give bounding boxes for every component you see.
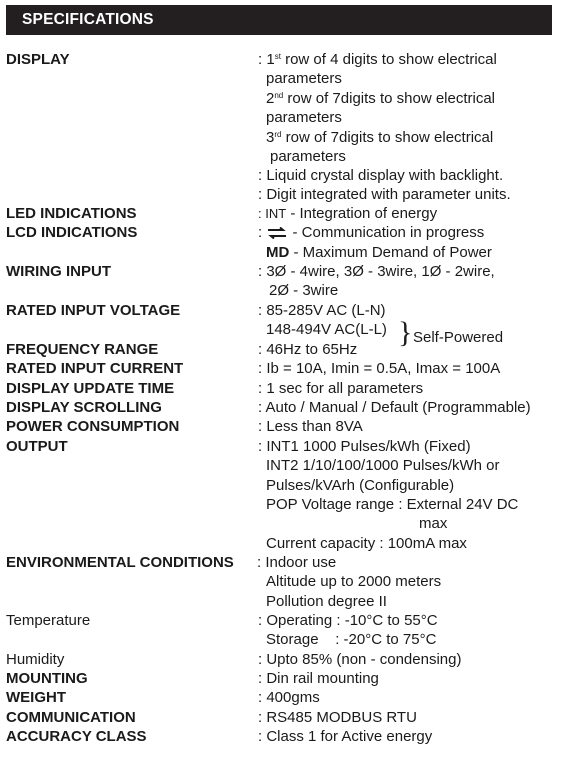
self-powered-note: Self-Powered (413, 329, 504, 346)
section-title: SPECIFICATIONS (22, 11, 154, 28)
lcd-comm (258, 224, 484, 241)
display-row2 (266, 90, 495, 107)
display-row3-cont: parameters (270, 148, 346, 165)
display-row3-post: row of 7digits to show electrical (281, 129, 494, 146)
section-header (6, 5, 552, 35)
accuracy-value: : Class 1 for Active energy (258, 728, 433, 745)
mounting-value: : Din rail mounting (258, 670, 379, 687)
label-lcd: LCD INDICATIONS (6, 224, 138, 241)
output-line6: Current capacity : 100mA max (266, 535, 467, 552)
lcd-md-text: - Maximum Demand of Power (289, 244, 492, 261)
lcd-comm-text: - Communication in progress (288, 224, 485, 241)
display-lcd-line: : Liquid crystal display with backlight. (258, 167, 504, 184)
brace: } (398, 316, 413, 349)
lcd-md (266, 244, 492, 261)
display-row2-post: row of 7digits to show electrical (283, 90, 496, 107)
led-text: - Integration of energy (286, 205, 438, 222)
label-humidity: Humidity (6, 651, 65, 668)
environment-line1: : Indoor use (257, 554, 337, 571)
label-environment: ENVIRONMENTAL CONDITIONS (6, 554, 234, 571)
label-rated-current: RATED INPUT CURRENT (6, 360, 184, 377)
display-row1-pre: : 1 (258, 51, 275, 68)
output-line4: POP Voltage range : External 24V DC (266, 496, 519, 513)
environment-line2: Altitude up to 2000 meters (266, 573, 442, 590)
display-row1 (258, 51, 497, 68)
scrolling-value: : Auto / Manual / Default (Programmable) (258, 399, 531, 416)
label-mounting: MOUNTING (6, 670, 88, 687)
wiring-line2: 2Ø - 3wire (269, 282, 339, 299)
display-row1-sup: st (274, 52, 281, 61)
label-communication: COMMUNICATION (6, 709, 136, 726)
label-scrolling: DISPLAY SCROLLING (6, 399, 162, 416)
display-row3 (266, 129, 493, 146)
led-value (258, 205, 437, 222)
display-digit-line: : Digit integrated with parameter units. (258, 186, 511, 203)
label-frequency: FREQUENCY RANGE (6, 341, 159, 358)
power-value: : Less than 8VA (258, 418, 363, 435)
label-weight: WEIGHT (6, 689, 66, 706)
label-output: OUTPUT (6, 438, 68, 455)
output-line3: Pulses/kVArh (Configurable) (266, 477, 455, 494)
temperature-line1: : Operating : -10°C to 55°C (258, 612, 438, 629)
lcd-prefix: : (258, 224, 267, 241)
label-rated-voltage: RATED INPUT VOLTAGE (6, 302, 181, 319)
output-line2: INT2 1/10/100/1000 Pulses/kWh or (266, 457, 500, 474)
display-row3-sup: rd (274, 130, 282, 139)
display-row2-sup: nd (274, 91, 284, 100)
led-prefix: : INT (258, 206, 287, 221)
rated-current-value: : Ib = 10A, Imin = 0.5A, Imax = 100A (258, 360, 501, 377)
display-row1-cont: parameters (266, 70, 342, 87)
display-row1-post: row of 4 digits to show electrical (280, 51, 497, 68)
output-line1: : INT1 1000 Pulses/kWh (Fixed) (258, 438, 471, 455)
display-row2-cont: parameters (266, 109, 342, 126)
wiring-line1: : 3Ø - 4wire, 3Ø - 3wire, 1Ø - 2wire, (258, 263, 495, 280)
update-time-value: : 1 sec for all parameters (258, 380, 424, 397)
weight-value: : 400gms (258, 689, 320, 706)
environment-line3: Pollution degree II (266, 593, 387, 610)
label-display: DISPLAY (6, 51, 70, 68)
rated-voltage-line1: : 85-285V AC (L-N) (258, 302, 386, 319)
label-power: POWER CONSUMPTION (6, 418, 180, 435)
label-wiring: WIRING INPUT (6, 263, 111, 280)
label-update-time: DISPLAY UPDATE TIME (6, 380, 175, 397)
lcd-md-label: MD (266, 244, 290, 261)
humidity-value: : Upto 85% (non - condensing) (258, 651, 462, 668)
display-row2-pre: 2 (266, 90, 275, 107)
rated-voltage-line2: 148-494V AC(L-L) (266, 321, 387, 338)
frequency-value: : 46Hz to 65Hz (258, 341, 358, 358)
temperature-line2: Storage : -20°C to 75°C (266, 631, 437, 648)
double-arrow-icon (266, 227, 288, 239)
communication-value: : RS485 MODBUS RTU (258, 709, 417, 726)
label-accuracy: ACCURACY CLASS (6, 728, 147, 745)
label-temperature: Temperature (6, 612, 91, 629)
output-line5: max (419, 515, 448, 532)
label-led: LED INDICATIONS (6, 205, 137, 222)
display-row3-pre: 3 (266, 129, 275, 146)
